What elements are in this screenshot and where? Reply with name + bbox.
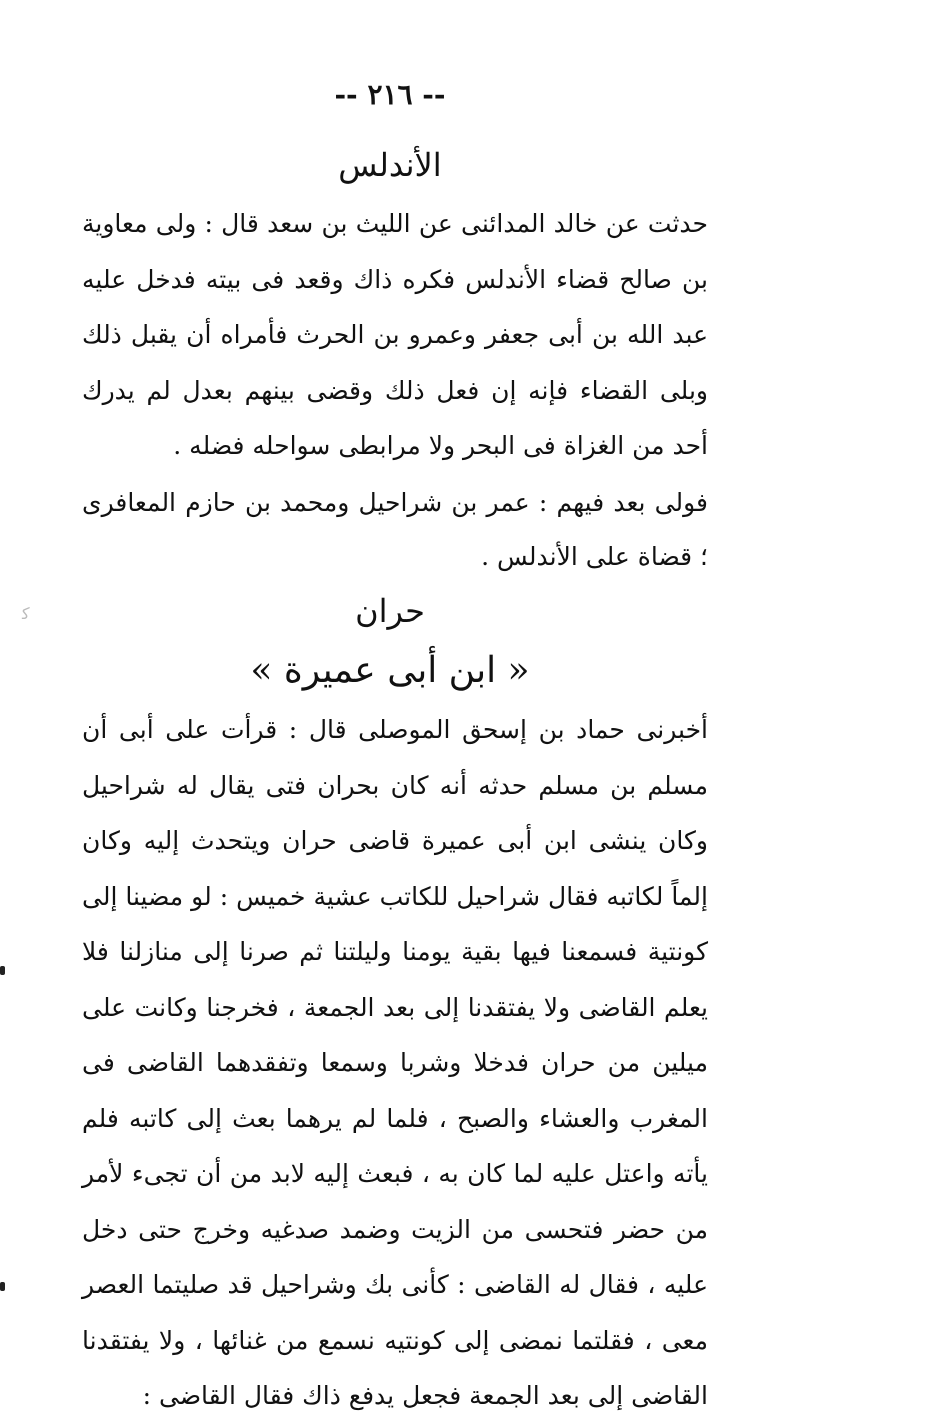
paragraph-andalus-1: حدثت عن خالد المدائنى عن الليث بن سعد قال : ولى معاوية بن صالح قضاء الأندلس فكره ذاك وقعد فى بيته فدخل عليه عبد الله بن أبى جعفر وعمرو بن الحرث فأمراه أن يقبل ذلك وبلى القضاء فإنه إن فعل ذلك وقضى بينهم بعدل لم يدرك أحد من الغزاة فى البحر ولا مرابطى سواحله فضله .: [82, 209, 708, 460]
section-heading-andalus: الأندلس: [338, 146, 442, 184]
margin-dot: [0, 1282, 5, 1291]
margin-mark: ﮐ: [22, 604, 30, 623]
section-subheading-ibn-abi-umayra: « ابن أبى عميرة »: [250, 650, 530, 691]
paragraph-andalus-2: فولى بعد فيهم : عمر بن شراحيل ومحمد بن حازم المعافرى ؛ قضاة على الأندلس .: [82, 488, 708, 571]
paragraph-harran-1: أخبرنى حماد بن إسحق الموصلى قال : قرأت على أبى أن مسلم بن مسلم حدثه أنه كان بحران فتى يقال له شراحيل وكان ينشى ابن أبى عميرة قاضى حران ويتحدث إليه وكان إلماً لكاتبه فقال شراحيل للكاتب عشية خميس : لو مضينا إلى كونتية فسمعنا فيها بقية يومنا وليلتنا ثم صرنا إلى منازلنا فلا يعلم القاضى ولا يفتقدنا إلى بعد الجمعة ، فخرجنا وكانت على ميلين من حران فدخلا وشربا وسمعا وتفقدهما القاضى فى المغرب والعشاء والصبح ، فلما لم يرهما بعث إلى كاتبه فلم يأته واعتل عليه لما كان به ، فبعث إليه لابد من أن تجىء لأمر من حضر فتحسى من الزيت وضمد صدغيه وخرج حتى دخل عليه ، فقال له القاضى : كأنى بك وشراحيل قد صليتما العصر معى ، فقلتما نمضى إلى كونتيه نسمع من غنائها ، ولا يفتقدنا القاضى إلى بعد الجمعة فجعل يدفع ذاك فقال القاضى :: [82, 715, 708, 1410]
page-number: -- ٢١٦ --: [334, 78, 446, 111]
margin-dot: [0, 966, 5, 975]
section-heading-harran: حران: [355, 592, 425, 630]
